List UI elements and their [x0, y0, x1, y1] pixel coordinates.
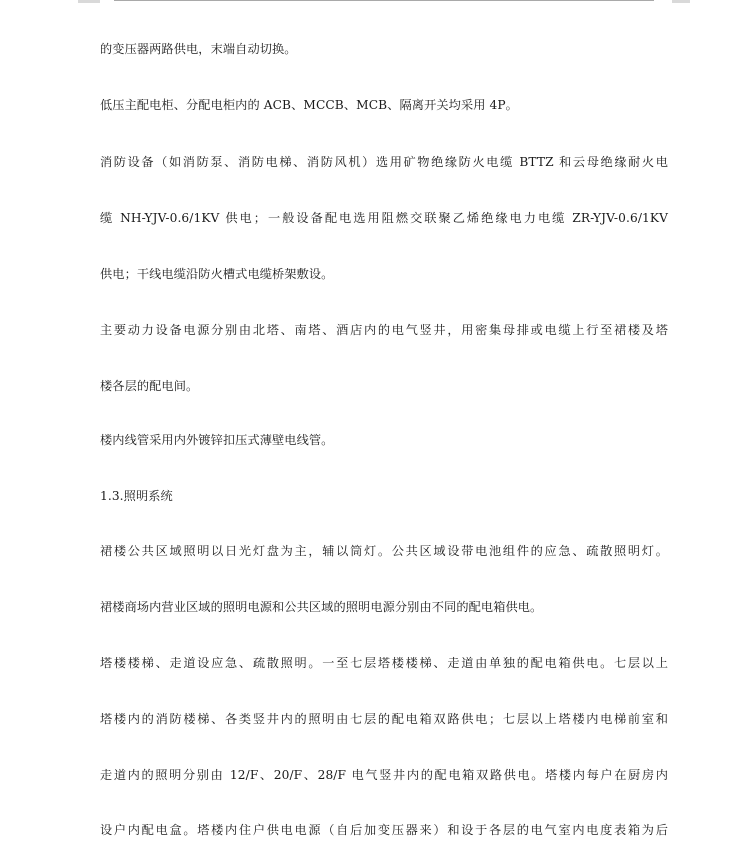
- section-heading: 1.3.照明系统: [100, 489, 173, 503]
- text-line: 走道内的照明分别由 12/F、20/F、28/F 电气竖井内的配电箱双路供电。塔楼内每户在厨房内: [100, 768, 668, 782]
- page-corner-left: [78, 0, 100, 3]
- text-line: 裙楼商场内营业区域的照明电源和公共区域的照明电源分别由不同的配电箱供电。: [100, 600, 543, 614]
- text-line: 的变压器两路供电，末端自动切换。: [100, 42, 297, 56]
- text-line: 主要动力设备电源分别由北塔、南塔、酒店内的电气竖井，用密集母排或电缆上行至裙楼及塔: [100, 323, 668, 337]
- text-line: 低压主配电柜、分配电柜内的 ACB、MCCB、MCB、隔离开关均采用 4P。: [100, 98, 518, 112]
- text-line: 供电；干线电缆沿防火槽式电缆桥架敷设。: [100, 267, 334, 281]
- text-line: 塔楼楼梯、走道设应急、疏散照明。一至七层塔楼楼梯、走道由单独的配电箱供电。七层以上: [100, 656, 668, 670]
- page-corner-right: [672, 0, 690, 3]
- header-rule: [114, 0, 654, 1]
- text-line: 楼内线管采用内外镀锌扣压式薄壁电线管。: [100, 433, 334, 447]
- text-line: 塔楼内的消防楼梯、各类竖井内的照明由七层的配电箱双路供电；七层以上塔楼内电梯前室和: [100, 712, 668, 726]
- text-line: 裙楼公共区域照明以日光灯盘为主，辅以筒灯。公共区域设带电池组件的应急、疏散照明灯。: [100, 544, 668, 558]
- text-line: 楼各层的配电间。: [100, 379, 199, 393]
- text-line: 缆 NH-YJV-0.6/1KV 供电；一般设备配电选用阻燃交联聚乙烯绝缘电力电缆 ZR-YJV-0.6/1KV: [100, 211, 668, 225]
- text-line: 消防设备（如消防泵、消防电梯、消防风机）选用矿物绝缘防火电缆 BTTZ 和云母绝缘耐火电: [100, 155, 668, 169]
- text-line: 设户内配电盒。塔楼内住户供电电源（自后加变压器来）和设于各层的电气室内电度表箱为后: [100, 823, 668, 837]
